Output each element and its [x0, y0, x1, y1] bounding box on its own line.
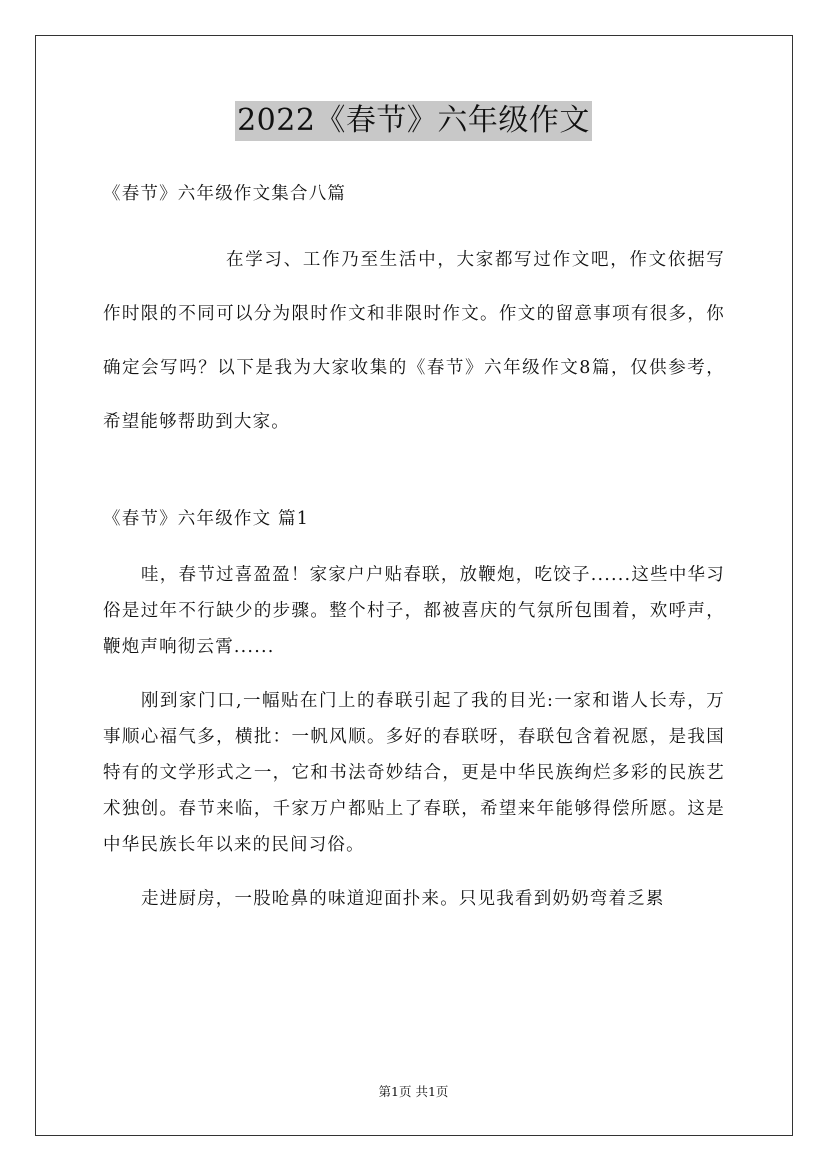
- essay-body: [103, 557, 725, 935]
- document-subtitle: 《春节》六年级作文集合八篇: [103, 184, 347, 204]
- page-footer: 第1页 共1页: [378, 1084, 449, 1099]
- essay-paragraph-2: 刚到家门口,一幅贴在门上的春联引起了我的目光:一家和谐人长寿，万事顺心福气多，横批：一帆风顺。多好的春联呀，春联包含着祝愿，是我国特有的文学形式之一，它和书法奇妙结合，更是中华民族绚烂多彩的民族艺术独创。春节来临，千家万户都贴上了春联，希望来年能够得偿所愿。这是中华民族长年以来的民间习俗。: [103, 691, 725, 855]
- essay-paragraph-1: 哇，春节过喜盈盈！家家户户贴春联，放鞭炮，吃饺子......这些中华习俗是过年不行缺少的步骤。整个村子，都被喜庆的气氛所包围着，欢呼声，鞭炮声响彻云霄......: [103, 565, 725, 657]
- document-title: 2022《春节》六年级作文: [235, 101, 592, 141]
- section-heading: 《春节》六年级作文 篇1: [103, 509, 310, 529]
- essay-paragraph-3: 走进厨房，一股呛鼻的味道迎面扑来。只见我看到奶奶弯着乏累: [141, 889, 665, 909]
- title-container: [0, 101, 827, 141]
- intro-paragraph: 在学习、工作乃至生活中，大家都写过作文吧，作文依据写作时限的不同可以分为限时作文和非限时作文。作文的留意事项有很多，你确定会写吗？以下是我为大家收集的《春节》六年级作文8篇，仅供参考，希望能够帮助到大家。: [103, 250, 725, 432]
